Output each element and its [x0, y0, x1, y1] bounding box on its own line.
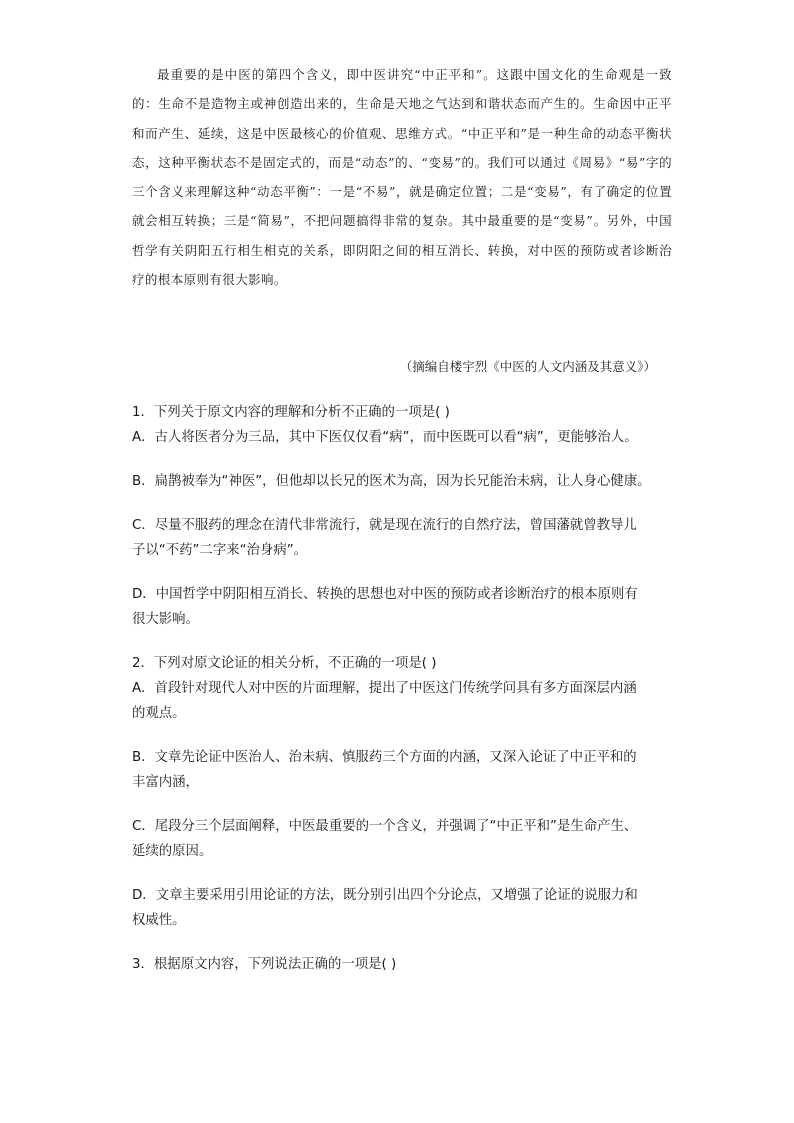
option-text: C．尽量不服药的理念在清代非常流行，就是现在流行的自然疗法，曾国藩就曾教导儿 [132, 518, 637, 533]
question-stem: 3．根据原文内容，下列说法正确的一项是( ) [132, 957, 397, 972]
option-b [132, 469, 672, 494]
option-text-continued: 延续的原因。 [132, 844, 213, 859]
option-text: C．尾段分三个层面阐释，中医最重要的一个含义，并强调了“中正平和”是生命产生、 [132, 819, 638, 834]
option-text: A．古人将医者分为三品，其中下医仅仅看“病”，而中医既可以看“病”，更能够治人。 [132, 430, 638, 445]
option-text-continued: 权威性。 [132, 913, 186, 928]
option-text: D．文章主要采用引用论证的方法，既分别引出四个分论点，又增强了论证的说服力和 [132, 888, 638, 903]
question-list [132, 400, 672, 977]
option-text: B．扁鹊被奉为“神医”，但他却以长兄的医术为高，因为长兄能治未病，让人身心健康。 [132, 474, 651, 489]
option-text: D．中国哲学中阴阳相互消长、转换的思想也对中医的预防或者诊断治疗的根本原则有 [132, 587, 638, 602]
option-text-continued: 丰富内涵， [132, 775, 199, 790]
option-text-continued: 很大影响。 [132, 612, 199, 627]
option-text: B．文章先论证中医治人、治未病、慎服药三个方面的内涵，又深入论证了中正平和的 [132, 750, 637, 765]
option-a [132, 676, 672, 726]
question-3 [132, 952, 672, 977]
question-stem: 1．下列关于原文内容的理解和分析不正确的一项是( ) [132, 405, 450, 420]
passage-source: （摘编自楼宇烈《中医的人文内涵及其意义》） [399, 359, 656, 374]
passage [132, 60, 672, 294]
question-1 [132, 400, 672, 632]
passage-paragraph: 最重要的是中医的第四个含义，即中医讲究“中正平和”。这跟中国文化的生命观是一致的：生命不是造物主或神创造出来的，生命是天地之气达到和谐状态而产生的。生命因中正平和而产生、延续，这是中医最核心的价值观、思维方式。“中正平和”是一种生命的动态平衡状态，这种平衡状态不是固定式的，而是“动态”的、“变易”的。我们可以通过《周易》“易”字的三个含义来理解这种“动态平衡”：一是“不易”，就是确定位置；二是“变易”，有了确定的位置就会相互转换；三是“简易”，不把问题搞得非常的复杂。其中最重要的是“变易”。另外，中国哲学有关阴阳五行相生相克的关系，即阴阳之间的相互消长、转换，对中医的预防或者诊断治疗的根本原则有很大影响。 [132, 67, 672, 288]
question-2 [132, 651, 672, 933]
option-b [132, 745, 672, 795]
option-text: A．首段针对现代人对中医的片面理解，提出了中医这门传统学问具有多方面深层内涵 [132, 681, 637, 696]
option-d [132, 582, 672, 632]
option-text-continued: 的观点。 [132, 706, 186, 721]
option-c [132, 513, 672, 563]
option-d [132, 883, 672, 933]
question-stem: 2．下列对原文论证的相关分析，不正确的一项是( ) [132, 656, 437, 671]
option-a [132, 425, 672, 450]
option-text-continued: 子以“不药”二字来“治身病”。 [132, 543, 308, 558]
option-c [132, 814, 672, 864]
